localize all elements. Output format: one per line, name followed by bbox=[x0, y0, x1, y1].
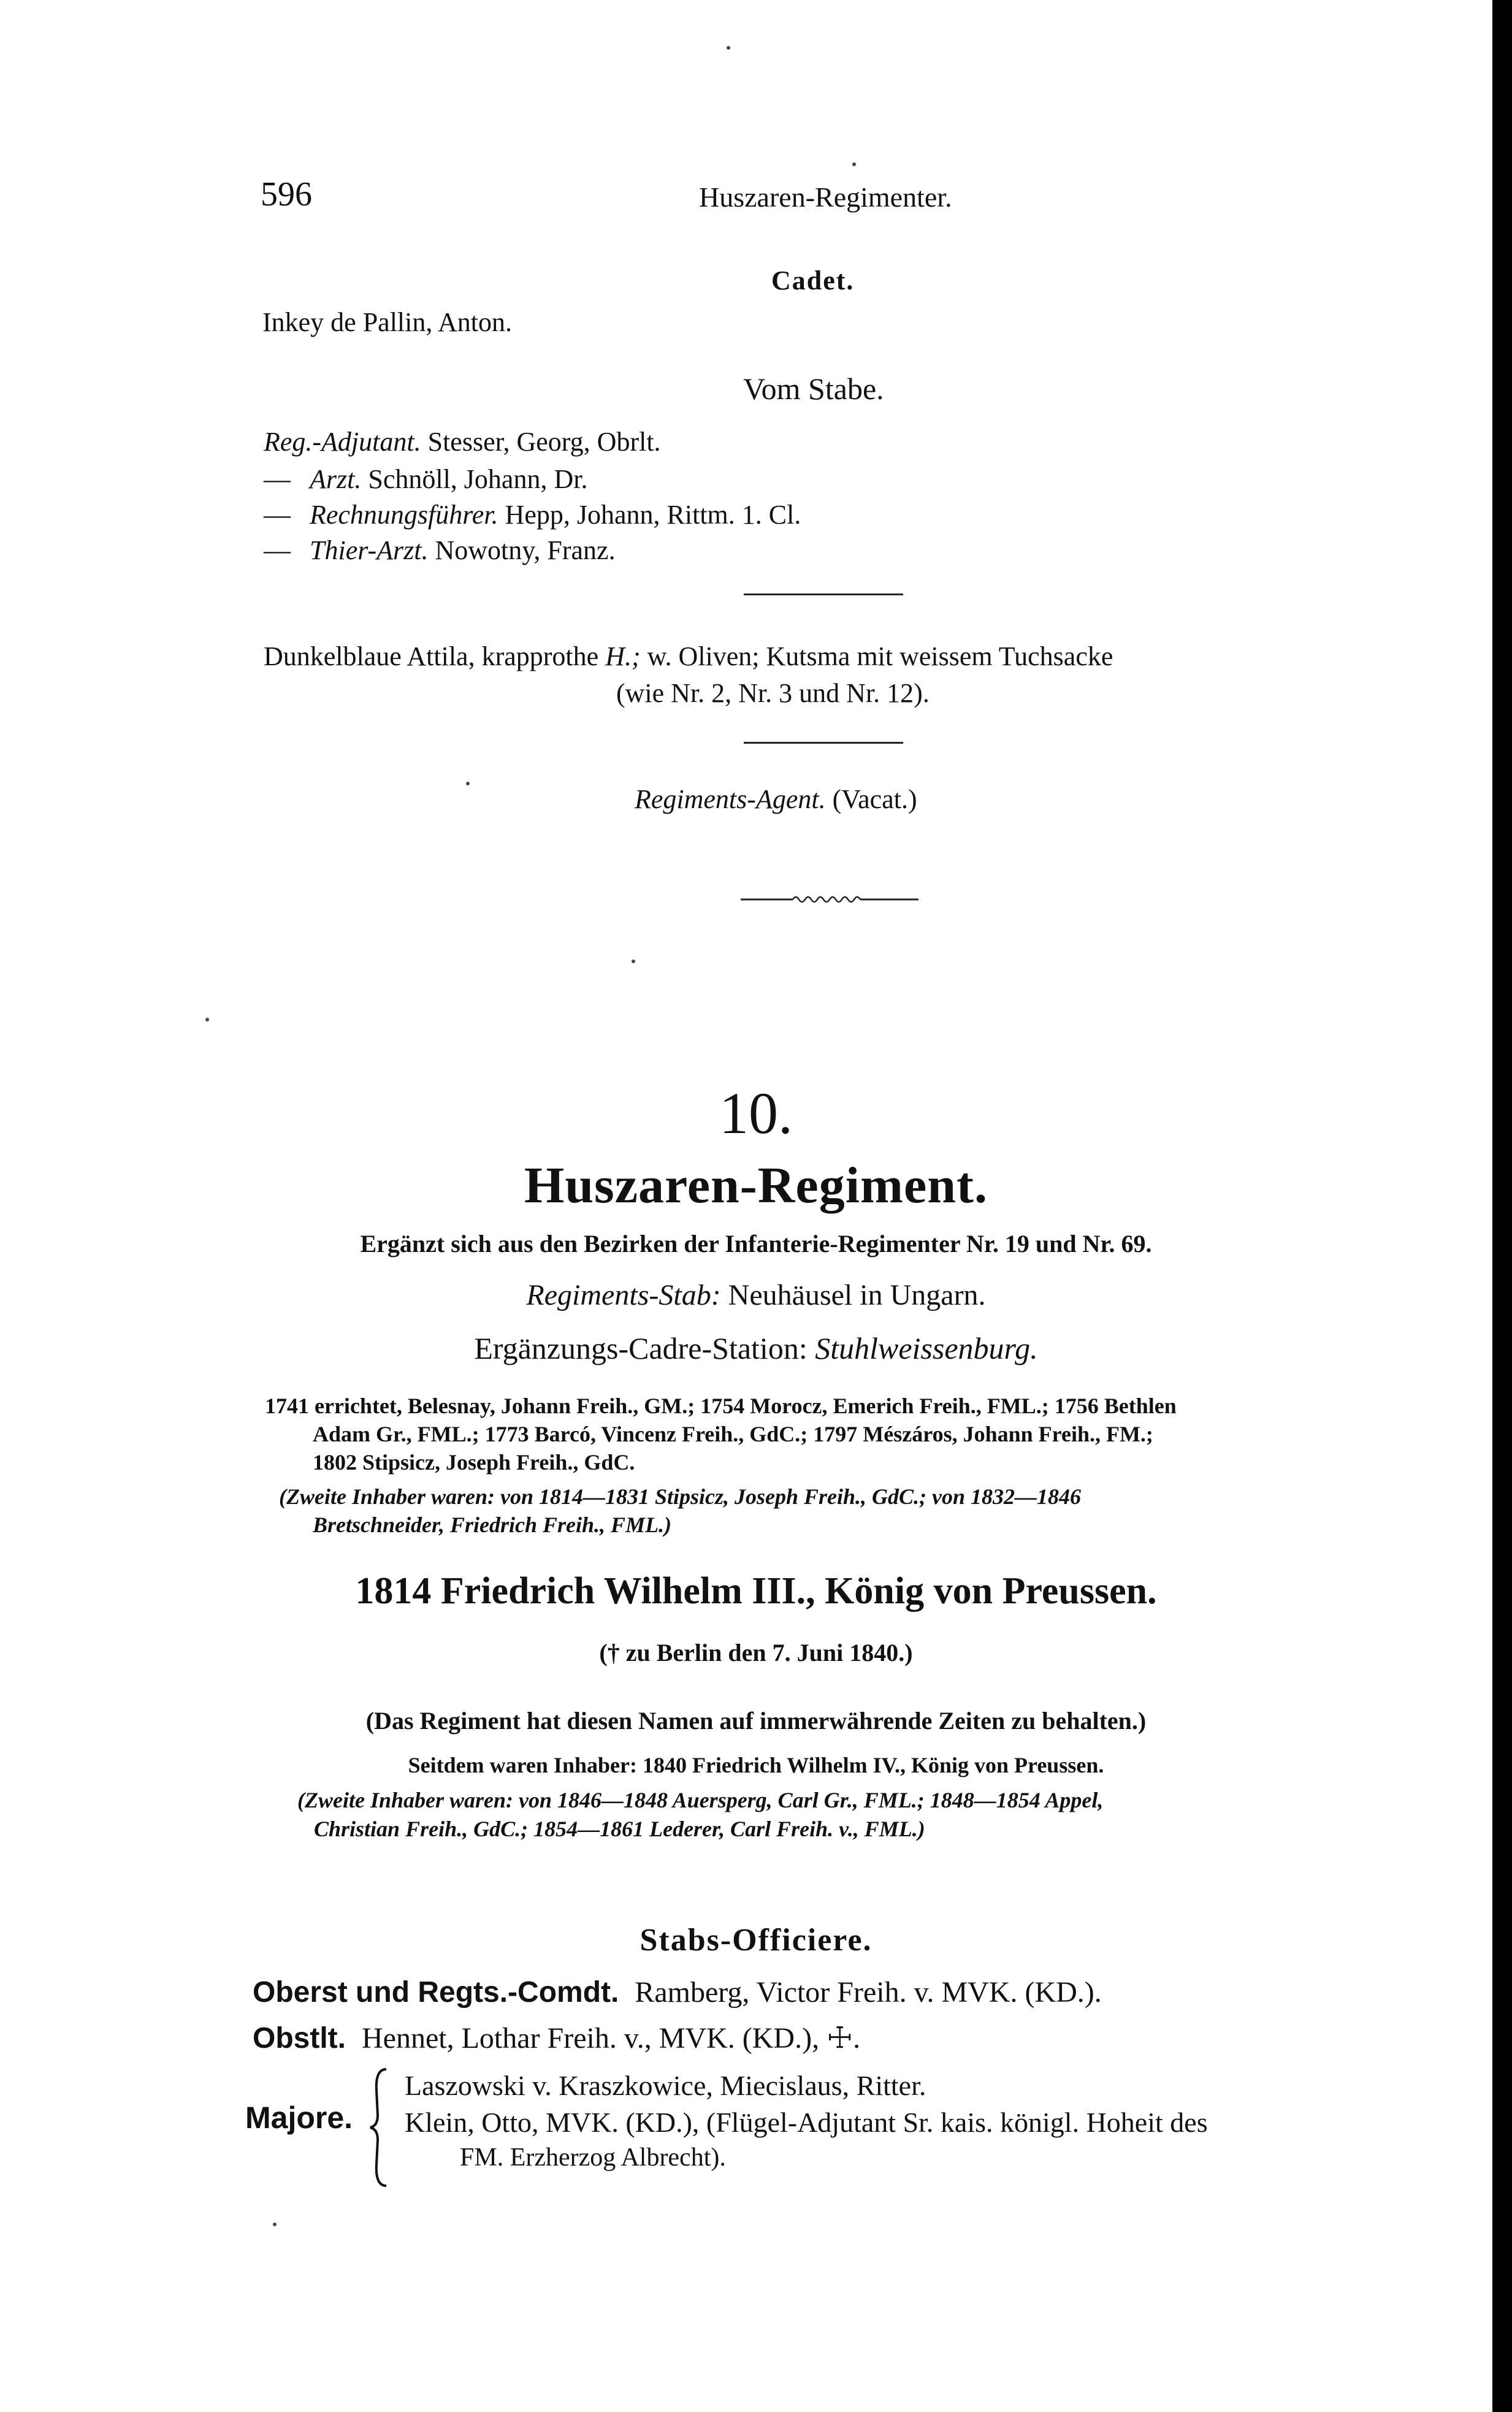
staff-row bbox=[264, 535, 616, 566]
regiments-stab bbox=[0, 1278, 1512, 1312]
staff-row bbox=[264, 464, 587, 495]
second-owners-line: Bretschneider, Friedrich Freih., FML.) bbox=[313, 1513, 672, 1537]
uniform-text: w. Oliven; Kutsma mit weissem Tuchsacke bbox=[640, 641, 1113, 671]
speck bbox=[466, 782, 470, 785]
oberst-row bbox=[253, 1975, 1102, 2009]
stab-label: Regiments-Stab: bbox=[526, 1279, 721, 1311]
ornament-divider bbox=[741, 892, 918, 907]
cadre-value: Stuhlweissenburg. bbox=[815, 1331, 1038, 1365]
staff-role: Arzt. bbox=[310, 464, 362, 494]
majore-entry: Laszowski v. Kraszkowice, Miecislaus, Ritter. bbox=[405, 2070, 926, 2101]
oberst-value: Ramberg, Victor Freih. v. MVK. (KD.). bbox=[635, 1976, 1102, 2009]
staff-heading: Vom Stabe. bbox=[743, 372, 884, 406]
cadre-label: Ergänzungs-Cadre-Station: bbox=[474, 1331, 808, 1365]
owner-death: († zu Berlin den 7. Juni 1840.) bbox=[599, 1639, 913, 1666]
agent-label: Regiments-Agent. bbox=[635, 784, 826, 814]
agent-value: (Vacat.) bbox=[832, 784, 917, 814]
cadre-station bbox=[0, 1330, 1512, 1366]
staff-dash: — bbox=[264, 464, 291, 494]
regiment-number: 10. bbox=[719, 1080, 793, 1146]
history-line: 1741 errichtet, Belesnay, Johann Freih., GM.; 1754 Morocz, Emerich Freih., FML.; 1756 Bethlen bbox=[265, 1394, 1177, 1418]
staff-person: Schnöll, Johann, Dr. bbox=[368, 464, 588, 494]
uniform-abbrev: H.; bbox=[605, 641, 641, 671]
owner-note: (Das Regiment hat diesen Namen auf immerwährende Zeiten zu behalten.) bbox=[365, 1707, 1147, 1735]
majore-brace bbox=[368, 2066, 392, 2189]
section-rule bbox=[744, 742, 903, 744]
majore-entry: FM. Erzherzog Albrecht). bbox=[460, 2143, 726, 2172]
history-line: Adam Gr., FML.; 1773 Barcó, Vincenz Freih., GdC.; 1797 Mészáros, Johann Freih., FM.; bbox=[313, 1422, 1153, 1446]
owner-name: 1814 Friedrich Wilhelm III., König von Preussen. bbox=[355, 1570, 1157, 1612]
page-number: 596 bbox=[261, 175, 312, 213]
staff-row bbox=[264, 499, 801, 530]
cadet-heading: Cadet. bbox=[771, 265, 855, 296]
oberst-label: Oberst und Regts.-Comdt. bbox=[253, 1976, 619, 2009]
second-owners-line: (Zweite Inhaber waren: von 1814—1831 Stipsicz, Joseph Freih., GdC.; von 1832—1846 bbox=[279, 1484, 1082, 1509]
uniform-line-2: (wie Nr. 2, Nr. 3 und Nr. 12). bbox=[616, 678, 930, 708]
cadet-name: Inkey de Pallin, Anton. bbox=[262, 307, 512, 337]
staff-row bbox=[264, 426, 661, 457]
owner-second-line: (Zweite Inhaber waren: von 1846—1848 Auersperg, Carl Gr., FML.; 1848—1854 Appel, bbox=[297, 1788, 1104, 1812]
staff-dash: — bbox=[264, 535, 291, 565]
officers-heading: Stabs-Officiere. bbox=[640, 1923, 872, 1958]
obstlt-value: Hennet, Lothar Freih. v., MVK. (KD.), ☩. bbox=[362, 2022, 861, 2055]
uniform-line-1 bbox=[264, 641, 1113, 672]
regiments-agent bbox=[635, 784, 917, 815]
obstlt-label: Obstlt. bbox=[253, 2022, 346, 2055]
recruitment-line: Ergänzt sich aus den Bezirken der Infanterie-Regimenter Nr. 19 und Nr. 69. bbox=[360, 1230, 1152, 1258]
staff-person: Hepp, Johann, Rittm. 1. Cl. bbox=[505, 500, 801, 530]
staff-dash: — bbox=[264, 500, 291, 530]
history-line: 1802 Stipsicz, Joseph Freih., GdC. bbox=[313, 1450, 635, 1475]
staff-person: Stesser, Georg, Obrlt. bbox=[427, 427, 661, 457]
majore-label: Majore. bbox=[245, 2101, 353, 2135]
staff-person: Nowotny, Franz. bbox=[435, 535, 616, 565]
majore-entry: Klein, Otto, MVK. (KD.), (Flügel-Adjutant Sr. kais. königl. Hoheit des bbox=[405, 2107, 1208, 2138]
speck bbox=[273, 2223, 277, 2226]
owner-second-line: Christian Freih., GdC.; 1854—1861 Lederer, Carl Freih. v., FML.) bbox=[314, 1817, 925, 1841]
staff-role: Thier-Arzt. bbox=[310, 535, 429, 565]
running-title: Huszaren-Regimenter. bbox=[699, 181, 952, 213]
stab-value: Neuhäusel in Ungarn. bbox=[728, 1279, 986, 1311]
staff-role: Reg.-Adjutant. bbox=[264, 427, 421, 457]
section-rule bbox=[744, 593, 903, 595]
speck bbox=[205, 1018, 209, 1021]
owner-since: Seitdem waren Inhaber: 1840 Friedrich Wilhelm IV., König von Preussen. bbox=[408, 1753, 1104, 1777]
staff-role: Rechnungsführer. bbox=[310, 500, 498, 530]
speck bbox=[632, 960, 635, 963]
regiment-title: Huszaren-Regiment. bbox=[524, 1157, 988, 1214]
speck bbox=[852, 162, 856, 166]
obstlt-row bbox=[253, 2021, 860, 2055]
speck bbox=[727, 46, 730, 50]
uniform-text: Dunkelblaue Attila, krapprothe bbox=[264, 641, 606, 671]
